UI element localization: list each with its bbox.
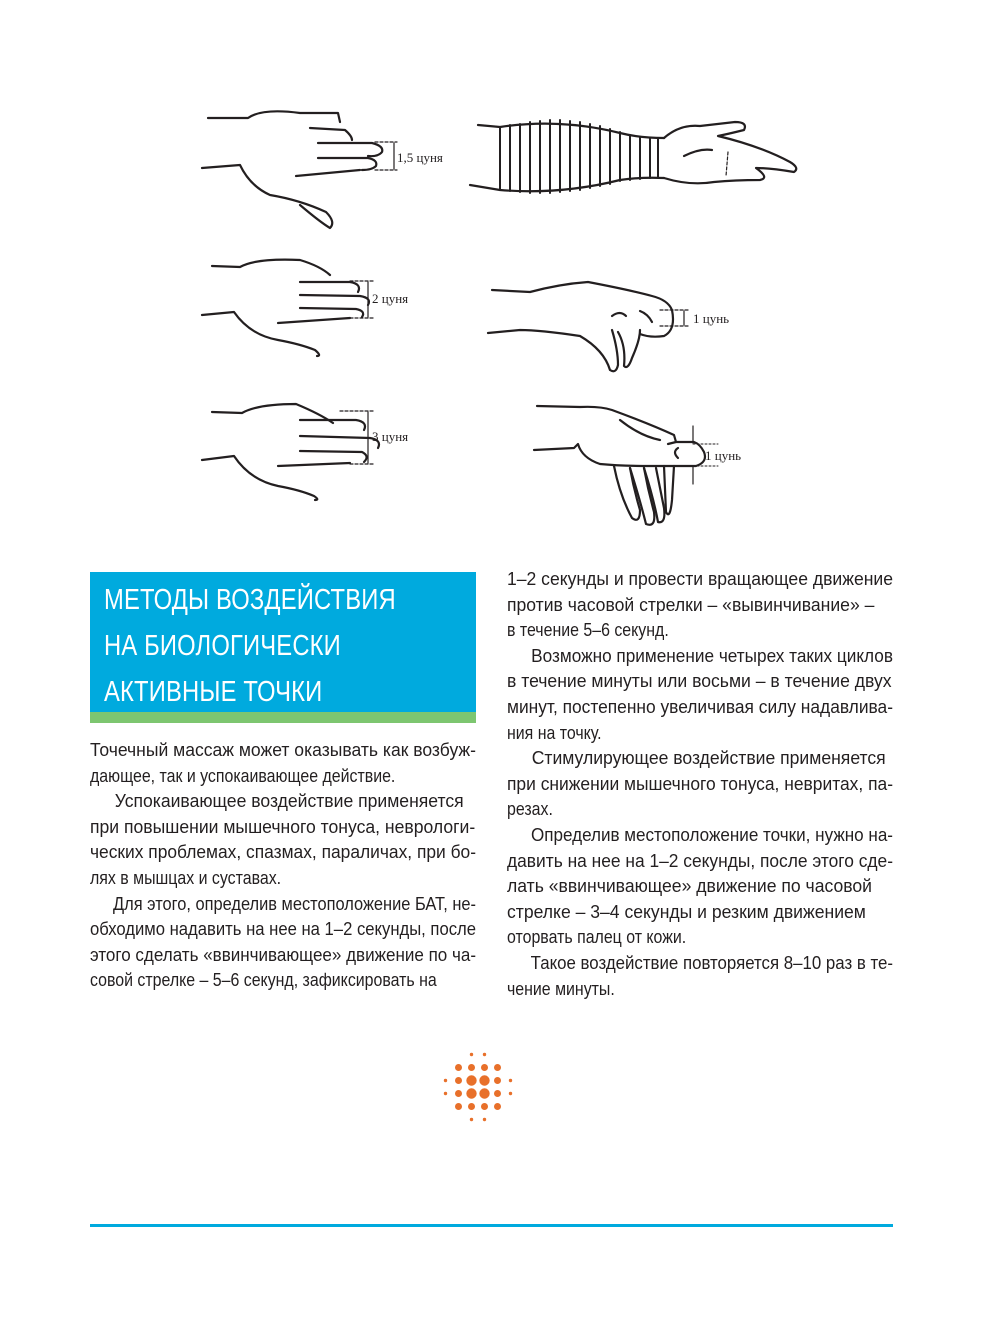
ornament-dot [494,1103,501,1110]
forearm-icon [470,120,796,193]
section-title-underline [90,712,476,723]
text-line: этого сделать «ввинчивающее» движение по ча- [90,943,476,965]
measure-label-1-cun-pinch: 1 цунь [693,311,730,326]
text-line: Успокаивающее воздействие применяется [114,790,464,812]
hand-drawings [0,0,1000,560]
text-line: Определив местоположение точки, нужно на- [530,823,893,845]
ornament-dot [479,1075,489,1085]
text-line: ческих проблемах, спазмах, параличах, при бо- [90,841,476,863]
measure-label-1-5-cun: 1,5 цуня [397,150,443,165]
ornament-dot [481,1064,488,1071]
text-line: Точечный массаж может оказывать как возбуж- [90,739,476,760]
ornament-dot [470,1118,473,1121]
text-line: минут, постепенно увеличивая силу надавлива- [507,695,893,717]
text-line: лать «ввинчивающее» движение по часовой [507,875,872,897]
measure-label-3-cun: 3 цуня [372,429,409,444]
left-text-column [90,737,476,993]
text-line: совой стрелке – 5–6 секунд, зафиксировать на [90,969,437,991]
text-line: оторвать палец от кожи. [507,926,687,948]
section-title-line-2: НА БИОЛОГИЧЕСКИ [104,630,341,662]
text-line: дающее, так и успокаивающее действие. [90,764,396,786]
ornament-dot [455,1103,462,1110]
text-line: Возможно применение четырех таких циклов [531,644,893,666]
hand-pinch-one-cun-icon [488,282,690,371]
ornament-dot [455,1064,462,1071]
ornament-dot [509,1092,512,1095]
ornament-dot [479,1088,489,1098]
text-line: обходимо надавить на нее на 1–2 секунды, после [90,918,476,940]
hand-thumb-one-cun-icon [534,406,718,525]
ornament-dot [468,1103,475,1110]
ornament-dot [444,1079,447,1082]
text-line: стрелке – 3–4 секунды и резким движением [507,900,866,922]
text-line: в течение минуты или восьми – в течение двух [507,670,892,692]
ornament-dot [444,1092,447,1095]
ornament-dot [468,1064,475,1071]
text-line: давить на нее на 1–2 секунды, после этого сде- [507,849,893,871]
text-line: лях в мышцах и суставах. [90,866,282,888]
text-line: в течение 5–6 секунд. [507,619,669,641]
bottom-divider [90,1224,893,1227]
ornament-dot [455,1077,462,1084]
text-line: против часовой стрелки – «вывинчивание» – [507,593,875,615]
ornament-dot [483,1118,486,1121]
text-line: Для этого, определив местоположение БАТ, не- [113,892,476,914]
section-title-line-1: МЕТОДЫ ВОЗДЕЙСТВИЯ [104,584,396,616]
section-title-box [90,572,476,712]
hand-one-and-half-cun-icon [202,111,397,228]
hand-measurement-illustrations [0,0,1000,560]
ornament-dot [494,1064,501,1071]
ornament-dot [509,1079,512,1082]
ornament-dot [470,1053,473,1056]
ornament-dot [494,1090,501,1097]
measure-label-2-cun: 2 цуня [372,291,409,306]
ornament-dot [466,1088,476,1098]
ornament-dot [455,1090,462,1097]
text-line: Стимулирующее воздействие применяется [531,747,886,769]
hand-three-cun-icon [202,404,379,500]
section-title-line-3: АКТИВНЫЕ ТОЧКИ [104,676,323,708]
dot-ornament-icon [428,1037,528,1137]
text-line: 1–2 секунды и провести вращающее движение [507,568,893,589]
text-line: резах. [507,798,553,820]
text-line: чение минуты. [507,977,615,999]
ornament-dot [494,1077,501,1084]
text-line: при снижении мышечного тонуса, невритах, па- [507,772,893,794]
ornament-dot [481,1103,488,1110]
ornament-dot [483,1053,486,1056]
ornament-dot [466,1075,476,1085]
hand-two-cun-icon [202,260,375,356]
measure-label-1-cun-thumb: 1 цунь [705,448,742,463]
text-line: Такое воздействие повторяется 8–10 раз в те- [530,951,893,973]
right-text-column [507,566,893,1001]
text-line: при повышении мышечного тонуса, неврологи- [90,815,476,837]
text-line: ния на точку. [507,721,602,743]
